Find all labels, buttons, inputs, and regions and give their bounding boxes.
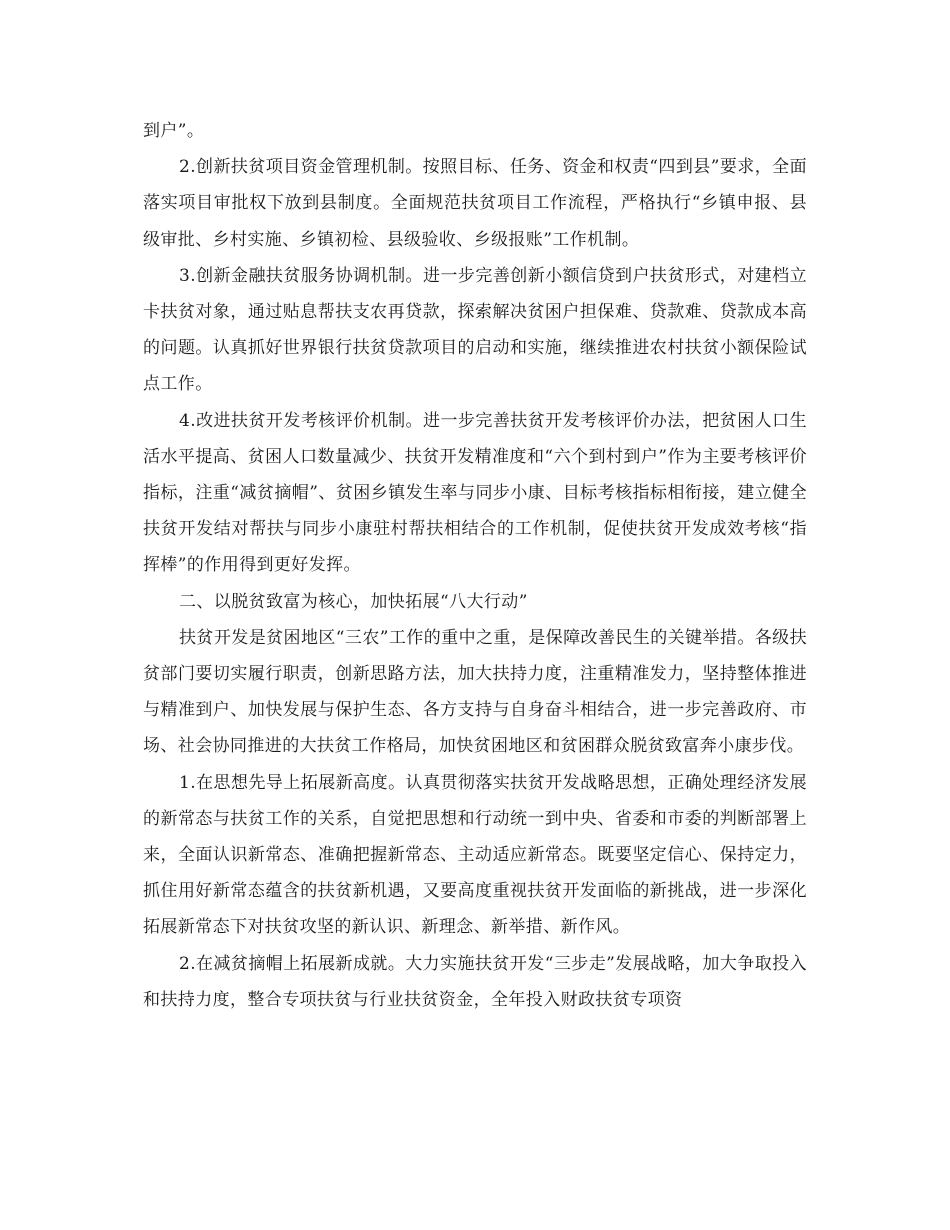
- paragraph-item-2-poverty-reduction: 2.在减贫摘帽上拓展新成就。大力实施扶贫开发“三步走”发展战略，加大争取投入和扶持力度，整合专项扶贫与行业扶贫资金，全年投入财政扶贫专项资: [143, 953, 807, 1010]
- paragraph-item-2-fund-management: 2.创新扶贫项目资金管理机制。按照目标、任务、资金和权责“四到县”要求，全面落实项目审批权下放到县制度。全面规范扶贫项目工作流程，严格执行“乡镇申报、县级审批、乡村实施、乡镇初检、县级验收、乡级报账”工作机制。: [143, 157, 807, 250]
- document-body: [143, 113, 807, 1018]
- paragraph-item-3-financial-service: 3.创新金融扶贫服务协调机制。进一步完善创新小额信贷到户扶贫形式，对建档立卡扶贫对象，通过贴息帮扶支农再贷款，探索解决贫困户担保难、贷款难、贷款成本高的问题。认真抓好世界银行扶贫贷款项目的启动和实施，继续推进农村扶贫小额保险试点工作。: [143, 265, 807, 395]
- section-heading-two: 二、以脱贫致富为核心，加快拓展“八大行动”: [179, 591, 528, 612]
- paragraph-section-intro: 扶贫开发是贫困地区“三农”工作的重中之重，是保障改善民生的关键举措。各级扶贫部门要切实履行职责，创新思路方法，加大扶持力度，注重精准发力，坚持整体推进与精准到户、加快发展与保护生态、各方支持与自身奋斗相结合，进一步完善政府、市场、社会协同推进的大扶贫工作格局，加快贫困地区和贫困群众脱贫致富奔小康步伐。: [143, 627, 807, 757]
- paragraph-item-4-evaluation: 4.改进扶贫开发考核评价机制。进一步完善扶贫开发考核评价办法，把贫困人口生活水平提高、贫困人口数量减少、扶贫开发精准度和“六个到村到户”作为主要考核评价指标，注重“减贫摘帽”、贫困乡镇发生率与同步小康、目标考核指标相衔接，建立健全扶贫开发结对帮扶与同步小康驻村帮扶相结合的工作机制，促使扶贫开发成效考核“指挥棒”的作用得到更好发挥。: [143, 410, 807, 576]
- paragraph-continuation: 到户”。: [143, 121, 205, 141]
- paragraph-item-1-thinking: 1.在思想先导上拓展新高度。认真贯彻落实扶贫开发战略思想，正确处理经济发展的新常态与扶贫工作的关系，自觉把思想和行动统一到中央、省委和市委的判断部署上来，全面认识新常态、准确把握新常态、主动适应新常态。既要坚定信心、保持定力，抓住用好新常态蕴含的扶贫新机遇，又要高度重视扶贫开发面临的新挑战，进一步深化拓展新常态下对扶贫攻坚的新认识、新理念、新举措、新作风。: [143, 772, 807, 938]
